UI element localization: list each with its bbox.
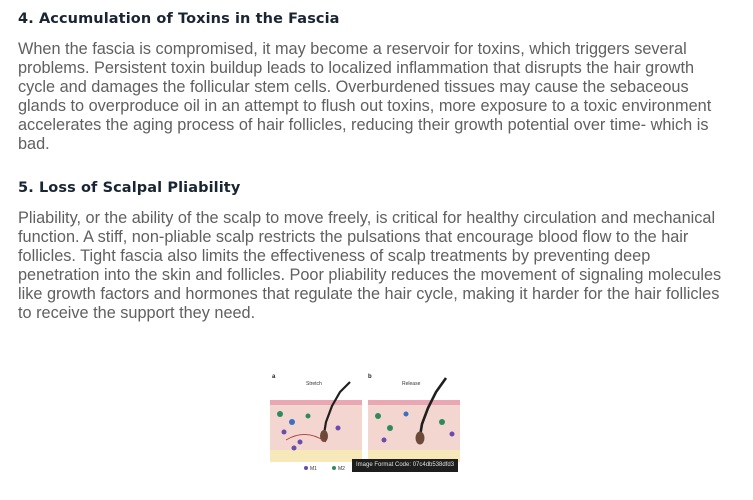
panel-a-letter: a bbox=[272, 374, 276, 380]
section-4-body: When the fascia is compromised, it may become a reservoir for toxins, which triggers several problems. Persistent toxin buildup leads to localized inflammation that disrupts the hair growth cycle and damages the follicular stem cells. Overburdened tissues may cause the sebaceous glands to overproduce oil in an attempt to flush out toxins, more exposure to a toxic environment accelerates the aging process of hair follicles, reducing their growth potential over time- which is bad. bbox=[18, 40, 712, 153]
legend-m1-label: M1 bbox=[310, 466, 317, 472]
section-4-heading: 4. Accumulation of Toxins in the Fascia bbox=[18, 11, 340, 27]
section-5-body: Pliability, or the ability of the scalp to move freely, is critical for healthy circulation and mechanical function. A stiff, non-pliable scalp restricts the pulsations that encourage blood flow to the hair follicles. Tight fascia also limits the effectiveness of scalp treatments by preventing deep penetration into the skin and follicles. Poor pliability reduces the movement of signaling molecules like growth factors and hormones that regulate the hair cycle, making it harder for the hair follicles to receive the support they need. bbox=[18, 209, 722, 322]
m2-cell bbox=[277, 411, 283, 417]
legend-m2-swatch bbox=[332, 466, 336, 470]
follicle-bulb-b bbox=[416, 432, 425, 445]
panel-b-title: Release bbox=[402, 381, 421, 387]
legend-m2-label: M2 bbox=[338, 466, 345, 472]
panel-a-tissue bbox=[270, 382, 362, 462]
legend-m1-swatch bbox=[304, 466, 308, 470]
panel-b-letter: b bbox=[368, 374, 372, 380]
m1-cell bbox=[282, 430, 287, 435]
section-5-heading: 5. Loss of Scalpal Pliability bbox=[18, 180, 241, 196]
diagram-legend bbox=[304, 466, 345, 472]
panel-a-title: Stretch bbox=[306, 381, 322, 387]
image-format-badge: Image Format Code: 07c4db538dfd3 bbox=[352, 459, 458, 472]
panel-b-tissue bbox=[368, 378, 460, 462]
